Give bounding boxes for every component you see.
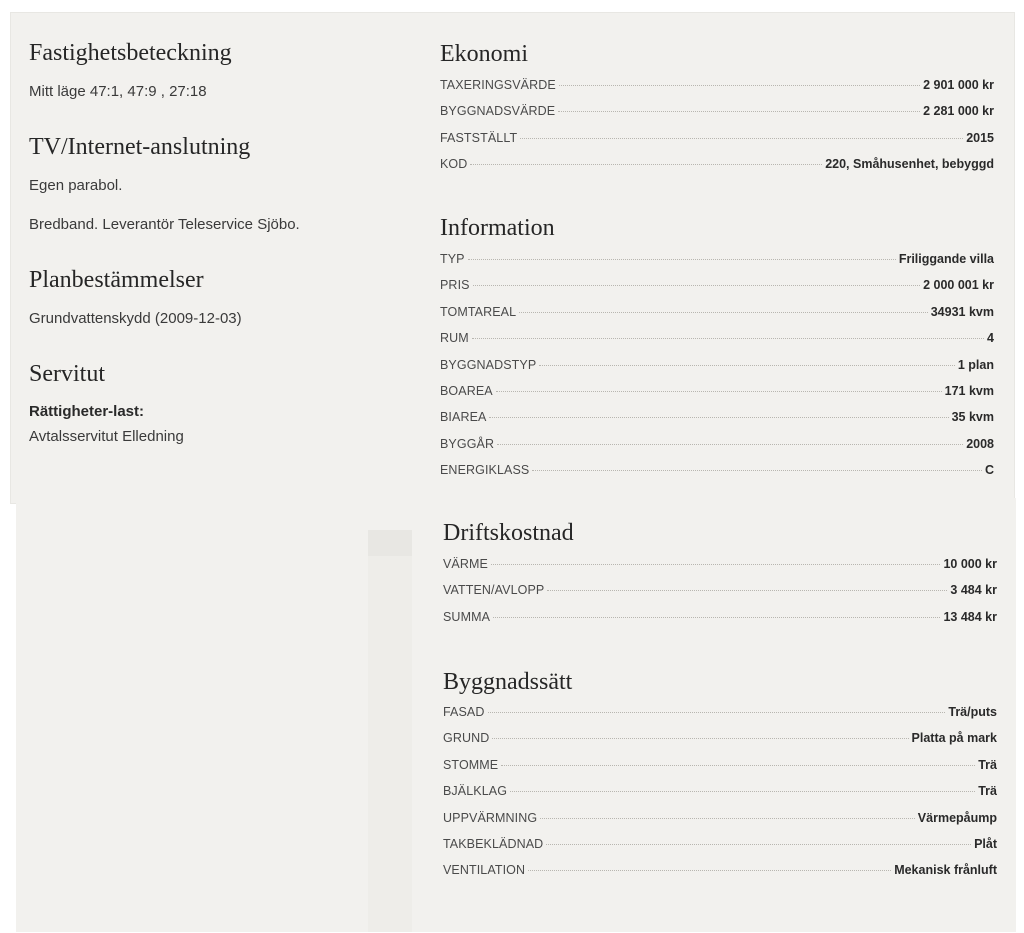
dotted-leader [493,617,940,618]
information-key: TOMTAREAL [440,304,517,319]
information-row [440,384,994,410]
dotted-leader [558,111,920,112]
ekonomi-value: 2 901 000 kr [923,78,994,92]
dotted-leader [559,85,920,86]
ekonomi-table [440,78,994,184]
servitut-text: Avtalsservitut Elledning [29,428,184,445]
dotted-leader [468,259,896,260]
byggnadssatt-heading: Byggnadssätt [443,669,573,695]
byggnadssatt-row [443,837,997,863]
tv-internet-line2: Bredband. Leverantör Teleservice Sjöbo. [29,216,300,233]
driftskostnad-value: 3 484 kr [950,583,997,598]
byggnadssatt-table [443,705,997,890]
byggnadssatt-value: Trä/puts [948,705,997,719]
ekonomi-key: TAXERINGSVÄRDE [440,78,556,92]
driftskostnad-key: VÄRME [443,557,488,571]
driftskostnad-table [443,557,997,636]
byggnadssatt-value: Trä [978,757,997,772]
information-row [440,305,994,331]
dotted-leader [519,312,928,313]
driftskostnad-key: SUMMA [443,609,491,624]
ekonomi-row [440,131,994,157]
dotted-leader [510,791,975,792]
panel-shade-top [368,530,412,556]
tv-internet-heading: TV/Internet-anslutning [29,134,251,160]
ekonomi-key: KOD [440,157,468,172]
byggnadssatt-value: Värmepåump [917,810,997,825]
driftskostnad-row [443,583,997,609]
information-value: C [984,463,994,478]
byggnadssatt-row [443,731,997,757]
information-value: 2 000 001 kr [923,278,994,293]
information-key: PRIS [440,278,470,293]
information-value: 171 kvm [944,383,994,398]
fastighetsbeteckning-text: Mitt läge 47:1, 47:9 , 27:18 [29,83,207,100]
byggnadssatt-key: BJÄLKLAG [443,784,508,799]
byggnadssatt-row [443,863,997,889]
byggnadssatt-value: Mekanisk frånluft [894,863,997,878]
dotted-leader [540,818,915,819]
information-value: 4 [987,331,994,346]
byggnadssatt-row [443,758,997,784]
information-row [440,331,994,357]
information-row [440,437,994,463]
byggnadssatt-value: Platta på mark [911,731,997,746]
byggnadssatt-key: STOMME [443,757,499,772]
driftskostnad-row [443,610,997,636]
dotted-leader [488,712,946,713]
ekonomi-heading: Ekonomi [440,41,528,67]
information-key: BYGGNADSTYP [440,357,537,372]
information-row [440,252,994,278]
byggnadssatt-key: UPPVÄRMNING [443,810,538,825]
ekonomi-row [440,157,994,183]
information-key: TYP [440,252,465,266]
planbestammelser-heading: Planbestämmelser [29,267,204,293]
planbestammelser-text: Grundvattenskydd (2009-12-03) [29,310,242,327]
information-key: BOAREA [440,383,493,398]
dotted-leader [497,444,963,445]
dotted-leader [489,417,948,418]
information-row [440,358,994,384]
dotted-leader [472,338,984,339]
byggnadssatt-row [443,705,997,731]
information-value: 34931 kvm [930,304,994,319]
driftskostnad-row [443,557,997,583]
dotted-leader [470,164,822,165]
dotted-leader [547,590,947,591]
dotted-leader [546,844,971,845]
dotted-leader [501,765,975,766]
information-row [440,410,994,436]
information-key: BYGGÅR [440,436,495,451]
driftskostnad-key: VATTEN/AVLOPP [443,583,545,598]
ekonomi-value: 2015 [966,130,994,145]
information-row [440,278,994,304]
information-value: 1 plan [957,357,994,372]
dotted-leader [528,870,891,871]
dotted-leader [532,470,982,471]
byggnadssatt-row [443,784,997,810]
dotted-leader [492,738,908,739]
dotted-leader [539,365,955,366]
servitut-label: Rättigheter-last: [29,403,145,420]
byggnadssatt-key: TAKBEKLÄDNAD [443,836,544,851]
information-value: 2008 [966,436,994,451]
information-value: Friliggande villa [898,252,994,266]
information-value: 35 kvm [951,410,994,425]
dotted-leader [520,138,963,139]
servitut-heading: Servitut [29,361,105,387]
byggnadssatt-key: FASAD [443,705,485,719]
byggnadssatt-row [443,811,997,837]
information-key: BIAREA [440,410,487,425]
ekonomi-key: FASTSTÄLLT [440,130,518,145]
driftskostnad-value: 10 000 kr [943,557,997,571]
driftskostnad-value: 13 484 kr [943,609,997,624]
byggnadssatt-key: GRUND [443,731,490,746]
byggnadssatt-value: Plåt [974,836,997,851]
tv-internet-line1: Egen parabol. [29,177,123,194]
ekonomi-value: 220, Småhusenhet, bebyggd [825,157,994,172]
ekonomi-row [440,104,994,130]
dotted-leader [473,285,921,286]
fastighetsbeteckning-heading: Fastighetsbeteckning [29,40,232,66]
information-table [440,252,994,490]
panel-shade [368,530,412,932]
ekonomi-value: 2 281 000 kr [923,104,994,119]
information-row [440,463,994,489]
dotted-leader [491,564,941,565]
information-heading: Information [440,215,555,241]
ekonomi-key: BYGGNADSVÄRDE [440,104,556,119]
driftskostnad-heading: Driftskostnad [443,520,574,546]
information-key: ENERGIKLASS [440,463,530,478]
dotted-leader [496,391,942,392]
ekonomi-row [440,78,994,104]
byggnadssatt-value: Trä [978,784,997,799]
byggnadssatt-key: VENTILATION [443,863,526,878]
information-key: RUM [440,331,469,346]
